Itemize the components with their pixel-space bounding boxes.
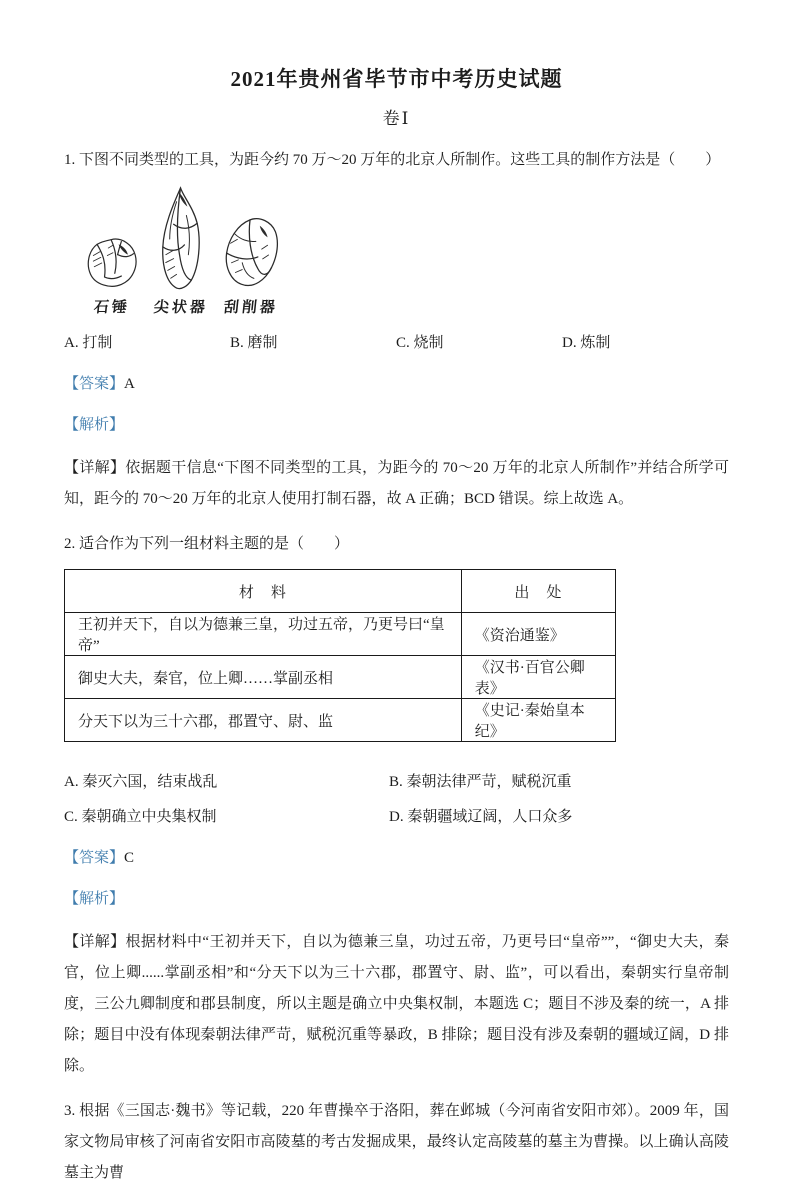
- question-2-stem: 2. 适合作为下列一组材料主题的是（ ）: [64, 536, 350, 552]
- q2-option-c: C. 秦朝确立中央集权制: [64, 809, 217, 825]
- q2-analysis-line: [64, 885, 729, 913]
- question-2-options: [64, 768, 729, 831]
- q1-analysis-line: [64, 411, 729, 439]
- table-row: [65, 613, 616, 656]
- q1-option-d: D. 炼制: [562, 335, 611, 351]
- table-cell-source: 《汉书·百官公卿表》: [461, 656, 615, 699]
- q1-option-a: A. 打制: [64, 335, 113, 351]
- q2-option-a: A. 秦灭六国，结束战乱: [64, 774, 218, 790]
- tool-label-scraper: 刮削器: [223, 300, 279, 316]
- q2-answer-value: C: [124, 850, 135, 866]
- table-cell-source: 《史记·秦始皇本纪》: [461, 699, 615, 742]
- page-title: 2021年贵州省毕节市中考历史试题: [230, 67, 563, 91]
- question-3-stem: 3. 根据《三国志·魏书》等记载，220 年曹操卒于洛阳，葬在邺城（今河南省安阳市郊）。2009 年，国家文物局审核了河南省安阳市高陵墓的考古发掘成果，最终认定高陵墓的墓主为曹操。以上确认高陵墓主为曹: [64, 1103, 729, 1181]
- answer-label: 【答案】: [64, 850, 125, 866]
- table-cell-source: 《资治通鉴》: [461, 613, 615, 656]
- materials-source-table: [64, 569, 616, 742]
- q1-option-c: C. 烧制: [396, 335, 444, 351]
- table-cell-material: 分天下以为三十六郡，郡置守、尉、监: [65, 699, 462, 742]
- analysis-label: 【解析】: [64, 891, 125, 907]
- q2-option-b: B. 秦朝法律严苛，赋税沉重: [389, 774, 572, 790]
- analysis-label: 【解析】: [64, 417, 125, 433]
- volume-label: 卷Ⅰ: [382, 109, 411, 128]
- q1-option-b: B. 磨制: [230, 335, 278, 351]
- question-1-options: [64, 329, 729, 357]
- table-row: [65, 699, 616, 742]
- q2-detail-paragraph: 【详解】根据材料中“王初并天下，自以为德兼三皇，功过五帝，乃更号曰“皇帝””，“御史大夫，秦官，位上卿......掌副丞相”和“分天下以为三十六郡，郡置守、尉、监”，可以看出，秦朝实行皇帝制度，三公九卿制度和郡县制度，所以主题是确立中央集权制，本题选 C；题目不涉及秦的统一，A 排除；题目中没有体现秦朝法律严苛，赋税沉重等暴政，B 排除；题目没有涉及秦朝的疆域辽阔，D 排除。: [64, 934, 729, 1074]
- stone-tools-figure: [84, 186, 314, 317]
- pointed-tool-figure: [154, 186, 208, 317]
- pointed-tool-drawing-icon: [154, 186, 208, 292]
- table-row: [65, 656, 616, 699]
- q2-answer-line: [64, 844, 729, 872]
- table-header-row: [65, 570, 616, 613]
- stone-hammer-figure: [84, 234, 140, 317]
- table-header-source: 出 处: [461, 570, 615, 613]
- answer-label: 【答案】: [64, 376, 125, 392]
- tool-label-stone-hammer: 石锤: [92, 300, 131, 316]
- scraper-tool-drawing-icon: [222, 216, 280, 292]
- question-1-stem: 1. 下图不同类型的工具，为距今约 70 万～20 万年的北京人所制作。这些工具的制作方法是（ ）: [64, 152, 721, 168]
- q2-option-d: D. 秦朝疆域辽阔，人口众多: [389, 809, 573, 825]
- table-header-material: 材 料: [65, 570, 462, 613]
- q1-answer-line: [64, 370, 729, 398]
- tool-label-pointed-tool: 尖状器: [153, 300, 209, 316]
- q1-detail-paragraph: 【详解】依据题干信息“下图不同类型的工具，为距今的 70～20 万年的北京人所制作”并结合所学可知，距今的 70～20 万年的北京人使用打制石器，故 A 正确；BCD 错误。综上故选 A。: [64, 460, 729, 507]
- table-cell-material: 御史大夫，秦官，位上卿……掌副丞相: [65, 656, 462, 699]
- stone-hammer-drawing-icon: [84, 234, 140, 292]
- scraper-tool-figure: [222, 216, 280, 317]
- q1-answer-value: A: [124, 376, 135, 392]
- table-cell-material: 王初并天下，自以为德兼三皇，功过五帝，乃更号曰“皇帝”: [65, 613, 462, 656]
